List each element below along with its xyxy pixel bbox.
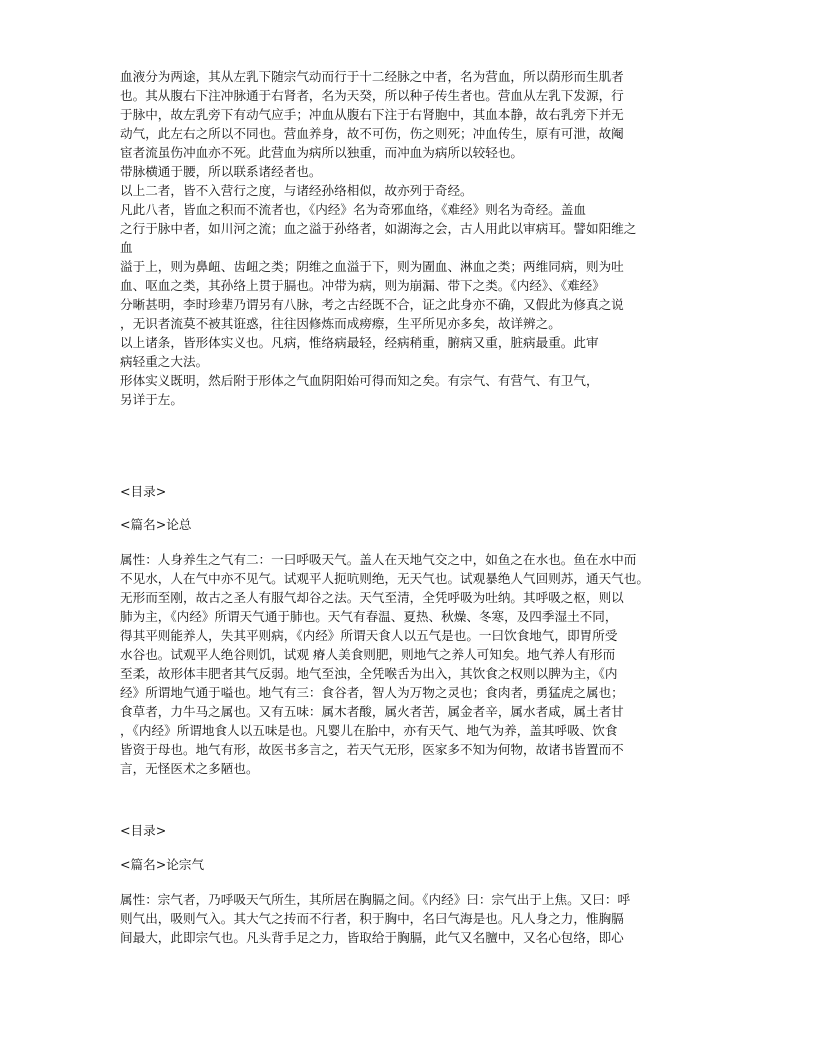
toc-marker: <目录> <box>120 484 167 499</box>
body-text-line: 血、呕血之类，其孙络上贯于膈也。冲带为病，则为崩漏、带下之类。《内经》、《难经》 <box>120 278 605 293</box>
body-text-line: 至柔，故形体丰肥者其气反弱。地气至浊，全凭喉舌为出入，其饮食之权则以脾为主，《内 <box>120 666 618 681</box>
body-text-line: 带脉横通于腰，所以联系诸经者也。 <box>120 164 322 179</box>
body-text-line: 以上二者，皆不入营行之度，与诸经孙络相似，故亦列于奇经。 <box>120 183 473 198</box>
body-text-line: 形体实义既明，然后附于形体之气血阴阳始可得而知之矣。有宗气、有营气、有卫气， <box>120 373 599 388</box>
body-text-line: 间最大，此即宗气也。凡头背手足之力，皆取给于胸膈，此气又名膻中，又名心包络，即心 <box>120 930 624 945</box>
body-text-line: 言，无怪医术之多陋也。 <box>120 761 259 776</box>
body-text-line: 血液分为两途，其从左乳下随宗气动而行于十二经脉之中者，名为营血，所以荫形而生肌者 <box>120 69 624 84</box>
body-text-line: 溢于上，则为鼻衄、齿衄之类；阴维之血溢于下，则为圊血、淋血之类；两维同病，则为吐 <box>120 259 624 274</box>
body-text-line: 病轻重之大法。 <box>120 354 209 369</box>
body-text-line: 经》所谓地气通于嗌也。地气有三：食谷者，智人为万物之灵也；食肉者，勇猛虎之属也； <box>120 685 624 700</box>
body-text-line: 不见水，人在气中亦不见气。试观平人扼吭则绝，无天气也。试观暴绝人气回则苏，通天气也。 <box>120 571 649 586</box>
body-text-line: 也。其从腹右下注冲脉通于右肾者，名为天癸，所以种子传生者也。营血从左乳下发源，行 <box>120 88 624 103</box>
body-text-line: 食草者，力牛马之属也。又有五味：属木者酸，属火者苦，属金者辛，属水者咸，属土者甘 <box>120 704 624 719</box>
body-text-line: 血 <box>120 240 133 255</box>
body-text-line: ，无识者流莫不被其诳惑，往往因修炼而成痨瘵，生平所见亦多矣，故详辨之。 <box>120 316 561 331</box>
body-text-line: 水谷也。试观平人绝谷则饥，试观 瘠人美食则肥，则地气之养人可知矣。地气养人有形而 <box>120 647 616 662</box>
chapter-heading: <篇名>论宗气 <box>120 857 205 872</box>
body-text-line: 皆资于母也。地气有形，故医书多言之，若天气无形，医家多不知为何物，故诸书皆置而不 <box>120 742 624 757</box>
body-text-line: 宦者流虽伤冲血亦不死。此营血为病所以独重，而冲血为病所以较轻也。 <box>120 145 523 160</box>
body-text-line: 分晰甚明，李时珍辈乃谓另有八脉，考之古经既不合，证之此身亦不确，又假此为修真之说 <box>120 297 624 312</box>
body-text-line: 则气出，吸则气入。其大气之抟而不行者，积于胸中，名曰气海是也。凡人身之力，惟胸膈 <box>120 911 624 926</box>
body-text-line: 肺为主，《内经》所谓天气通于肺也。天气有春温、夏热、秋燥、冬寒，及四季湿土不同， <box>120 609 618 624</box>
body-text-line: ，《内经》所谓地食人以五味是也。凡婴儿在胎中，亦有天气、地气为养，盖其呼吸、饮食 <box>120 723 618 738</box>
body-text-line: 另详于左。 <box>120 392 183 407</box>
body-text-line: 动气，此左右之所以不同也。营血养身，故不可伤，伤之则死；冲血传生，原有可泄，故阉 <box>120 126 624 141</box>
body-text-line: 之行于脉中者，如川河之流；血之溢于孙络者，如湖海之会，古人用此以审病耳。譬如阳维之 <box>120 221 637 236</box>
body-text-line: 得其平则能养人，失其平则病，《内经》所谓天食人以五气是也。一曰饮食地气，即胃所受 <box>120 628 618 643</box>
body-text-line: 属性：宗气者，乃呼吸天气所生，其所居在胸膈之间。《内经》曰：宗气出于上焦。又曰：呼 <box>120 892 631 907</box>
body-text-line: 无形而至刚，故古之圣人有服气却谷之法。天气至清，全凭呼吸为吐纳。其呼吸之枢，则以 <box>120 590 624 605</box>
chapter-heading: <篇名>论总 <box>120 517 192 532</box>
body-text-line: 凡此八者，皆血之积而不流者也，《内经》名为奇邪血络，《难经》则名为奇经。盖血 <box>120 202 586 217</box>
body-text-line: 属性：人身养生之气有二：一曰呼吸天气。盖人在天地气交之中，如鱼之在水也。鱼在水中而 <box>120 552 637 567</box>
toc-marker: <目录> <box>120 823 167 838</box>
body-text-line: 以上诸条，皆形体实义也。凡病，惟络病最轻，经病稍重，腑病又重，脏病最重。此审 <box>120 335 599 350</box>
body-text-line: 于脉中，故左乳旁下有动气应手；冲血从腹右下注于右肾胞中，其血本静，故右乳旁下并无 <box>120 107 624 122</box>
